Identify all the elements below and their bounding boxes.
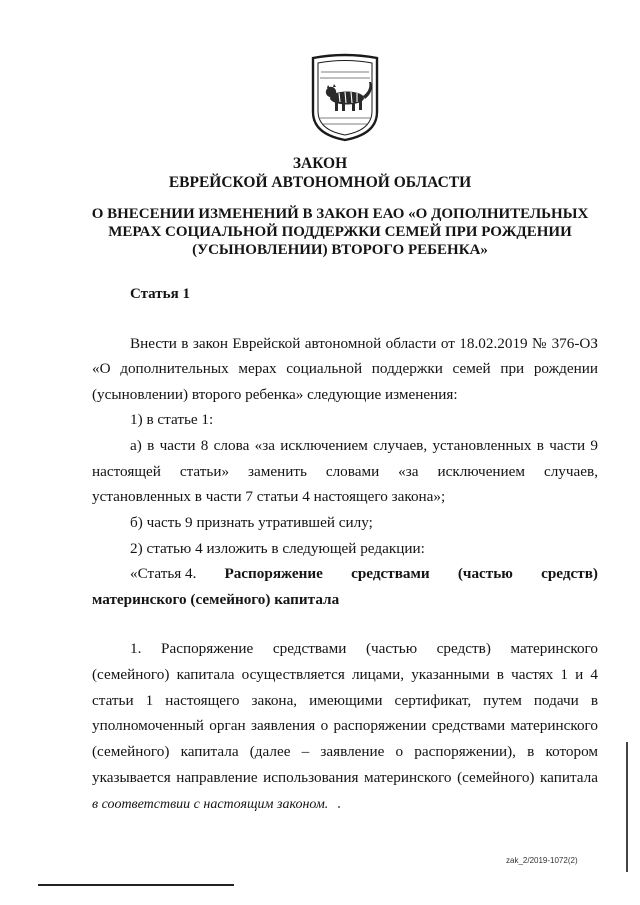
- document-code: zak_2/2019-1072(2): [506, 856, 578, 865]
- paragraph-line: а) в части 8 слова «за исключением случаев, установленных в части 9: [130, 437, 598, 454]
- paragraph-line: установленных в части 7 статьи 4 настоящего закона»;: [92, 488, 446, 505]
- list-item: 2) статью 4 изложить в следующей редакции:: [130, 540, 425, 557]
- coat-of-arms-icon: [309, 52, 381, 142]
- paragraph-line: «О дополнительных мерах социальной поддержки семей при рождении: [92, 360, 598, 377]
- paragraph-line: указывается направление использования материнского (семейного) капитала: [92, 769, 598, 786]
- paragraph-line: 1. Распоряжение средствами (частью средств) материнского: [130, 640, 598, 657]
- law-title: ЗАКОН: [292, 155, 348, 172]
- law-subtitle-line: О ВНЕСЕНИИ ИЗМЕНЕНИЙ В ЗАКОН ЕАО «О ДОПОЛНИТЕЛЬНЫХ: [91, 206, 589, 222]
- paragraph-line: в соответствии с настоящим законом.: [92, 797, 329, 812]
- paragraph-line: Внести в закон Еврейской автономной области от 18.02.2019 № 376-ОЗ: [130, 335, 598, 352]
- scan-artifact-line: [38, 884, 234, 886]
- paragraph-line: статьи 1 настоящего закона, имеющими сертификат, путем подачи в: [92, 692, 598, 709]
- article-heading: Статья 1: [130, 286, 190, 302]
- quoted-article-heading: [130, 565, 598, 583]
- scan-artifact-line: [626, 742, 628, 872]
- quoted-article-title: Распоряжение средствами (частью средств): [224, 565, 598, 582]
- law-subtitle-line: МЕРАХ СОЦИАЛЬНОЙ ПОДДЕРЖКИ СЕМЕЙ ПРИ РОЖДЕНИИ: [108, 224, 572, 240]
- paragraph-line: (усыновлении) второго ребенка» следующие изменения:: [92, 386, 458, 403]
- law-subtitle-line: (УСЫНОВЛЕНИИ) ВТОРОГО РЕБЕНКА»: [192, 242, 488, 258]
- scan-artifact-dot: [338, 806, 340, 808]
- quoted-article-number: «Статья 4.: [130, 565, 197, 582]
- paragraph-line: (семейного) капитала (далее – заявление о распоряжении), в котором: [92, 743, 598, 760]
- list-item: 1) в статье 1:: [130, 411, 214, 428]
- paragraph-line: (семейного) капитала осуществляется лицами, указанными в частях 1 и 4: [92, 666, 598, 683]
- quoted-article-title-cont: материнского (семейного) капитала: [92, 591, 340, 608]
- paragraph-line: настоящей статьи» заменить словами «за исключением случаев,: [92, 463, 598, 480]
- list-item: б) часть 9 признать утратившей силу;: [130, 514, 373, 531]
- law-region: ЕВРЕЙСКОЙ АВТОНОМНОЙ ОБЛАСТИ: [168, 174, 472, 191]
- paragraph-line: уполномоченный орган заявления о распоряжении средствами материнского: [92, 717, 598, 734]
